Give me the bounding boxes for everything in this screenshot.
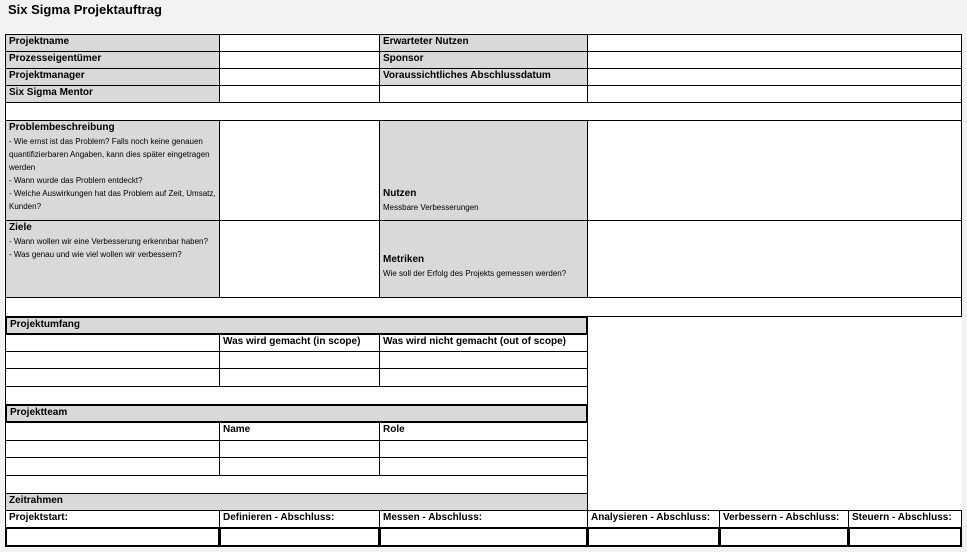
- problem-description-field[interactable]: [219, 120, 380, 221]
- goals-hint: - Was genau und wie viel wollen wir verbessern?: [9, 250, 182, 259]
- blank-cell[interactable]: [379, 85, 588, 103]
- blank-cell[interactable]: [5, 422, 220, 441]
- document-title: Six Sigma Projektauftrag: [8, 2, 162, 17]
- team-cell[interactable]: [5, 440, 220, 458]
- analysieren-date[interactable]: [587, 527, 720, 547]
- problem-description-label: [5, 120, 220, 221]
- timeline-verbessern: Verbessern - Abschluss:: [719, 510, 849, 528]
- project-charter-sheet: [4, 33, 962, 548]
- problem-hint: - Wann wurde das Problem entdeckt?: [9, 176, 143, 185]
- label-six-sigma-mentor: Six Sigma Mentor: [5, 85, 220, 103]
- goals-hint: - Wann wollen wir eine Verbesserung erkennbar haben?: [9, 237, 208, 246]
- scope-cell[interactable]: [5, 351, 220, 369]
- six-sigma-mentor-field[interactable]: [219, 85, 380, 103]
- timeline-projektstart: Projektstart:: [5, 510, 220, 528]
- team-cell[interactable]: [5, 457, 220, 476]
- projektmanager-field[interactable]: [219, 68, 380, 86]
- team-cell[interactable]: [219, 457, 380, 476]
- timeline-header: Zeitrahmen: [5, 493, 588, 511]
- benefit-field[interactable]: [587, 120, 962, 221]
- label-prozesseigentuemer: Prozesseigentümer: [5, 51, 220, 69]
- benefit-title: Nutzen: [383, 188, 417, 199]
- timeline-messen: Messen - Abschluss:: [379, 510, 588, 528]
- problem-hint: - Welche Auswirkungen hat das Problem auf Zeit, Umsatz, Kunden?: [9, 189, 216, 211]
- team-header: Projektteam: [5, 404, 588, 423]
- scope-cell[interactable]: [5, 368, 220, 387]
- projektstart-date[interactable]: [5, 527, 220, 547]
- verbessern-date[interactable]: [719, 527, 849, 547]
- metrics-field[interactable]: [587, 220, 962, 298]
- timeline-analysieren: Analysieren - Abschluss:: [587, 510, 720, 528]
- out-scope-header: Was wird nicht gemacht (out of scope): [379, 334, 588, 352]
- goals-field[interactable]: [219, 220, 380, 298]
- definieren-date[interactable]: [219, 527, 380, 547]
- spacer-row: [5, 102, 962, 121]
- label-projektname: Projektname: [5, 34, 220, 52]
- team-cell[interactable]: [379, 457, 588, 476]
- scope-cell[interactable]: [379, 351, 588, 369]
- prozesseigentuemer-field[interactable]: [219, 51, 380, 69]
- label-abschlussdatum: Voraussichtliches Abschlussdatum: [379, 68, 588, 86]
- spacer-row: [5, 386, 588, 405]
- abschlussdatum-field[interactable]: [587, 68, 962, 86]
- goals-title: Ziele: [9, 222, 32, 233]
- sponsor-field[interactable]: [587, 51, 962, 69]
- timeline-definieren: Definieren - Abschluss:: [219, 510, 380, 528]
- blank-cell[interactable]: [587, 85, 962, 103]
- scope-cell[interactable]: [219, 368, 380, 387]
- in-scope-header: Was wird gemacht (in scope): [219, 334, 380, 352]
- scope-header: Projektumfang: [5, 316, 588, 335]
- goals-label: [5, 220, 220, 298]
- label-sponsor: Sponsor: [379, 51, 588, 69]
- blank-cell[interactable]: [5, 334, 220, 352]
- erwarteter-nutzen-field[interactable]: [587, 34, 962, 52]
- scope-cell[interactable]: [379, 368, 588, 387]
- messen-date[interactable]: [379, 527, 588, 547]
- problem-title: Problembeschreibung: [9, 122, 115, 133]
- projektname-field[interactable]: [219, 34, 380, 52]
- team-cell[interactable]: [379, 440, 588, 458]
- team-name-header: Name: [219, 422, 380, 441]
- problem-hint: - Wie ernst ist das Problem? Falls noch keine genauen quantifizierbaren Angaben, kann dies später eingetragen werden: [9, 137, 210, 172]
- label-projektmanager: Projektmanager: [5, 68, 220, 86]
- label-erwarteter-nutzen: Erwarteter Nutzen: [379, 34, 588, 52]
- metrics-title: Metriken: [383, 254, 425, 265]
- timeline-steuern: Steuern - Abschluss:: [848, 510, 962, 528]
- metrics-label: [379, 220, 588, 298]
- team-role-header: Role: [379, 422, 588, 441]
- benefit-label: [379, 120, 588, 221]
- metrics-subtitle: Wie soll der Erfolg des Projekts gemessen werden?: [383, 269, 567, 278]
- spacer-row: [5, 297, 962, 317]
- spacer-row: [5, 475, 588, 494]
- steuern-date[interactable]: [848, 527, 962, 547]
- benefit-subtitle: Messbare Verbesserungen: [383, 203, 479, 212]
- scope-cell[interactable]: [219, 351, 380, 369]
- team-cell[interactable]: [219, 440, 380, 458]
